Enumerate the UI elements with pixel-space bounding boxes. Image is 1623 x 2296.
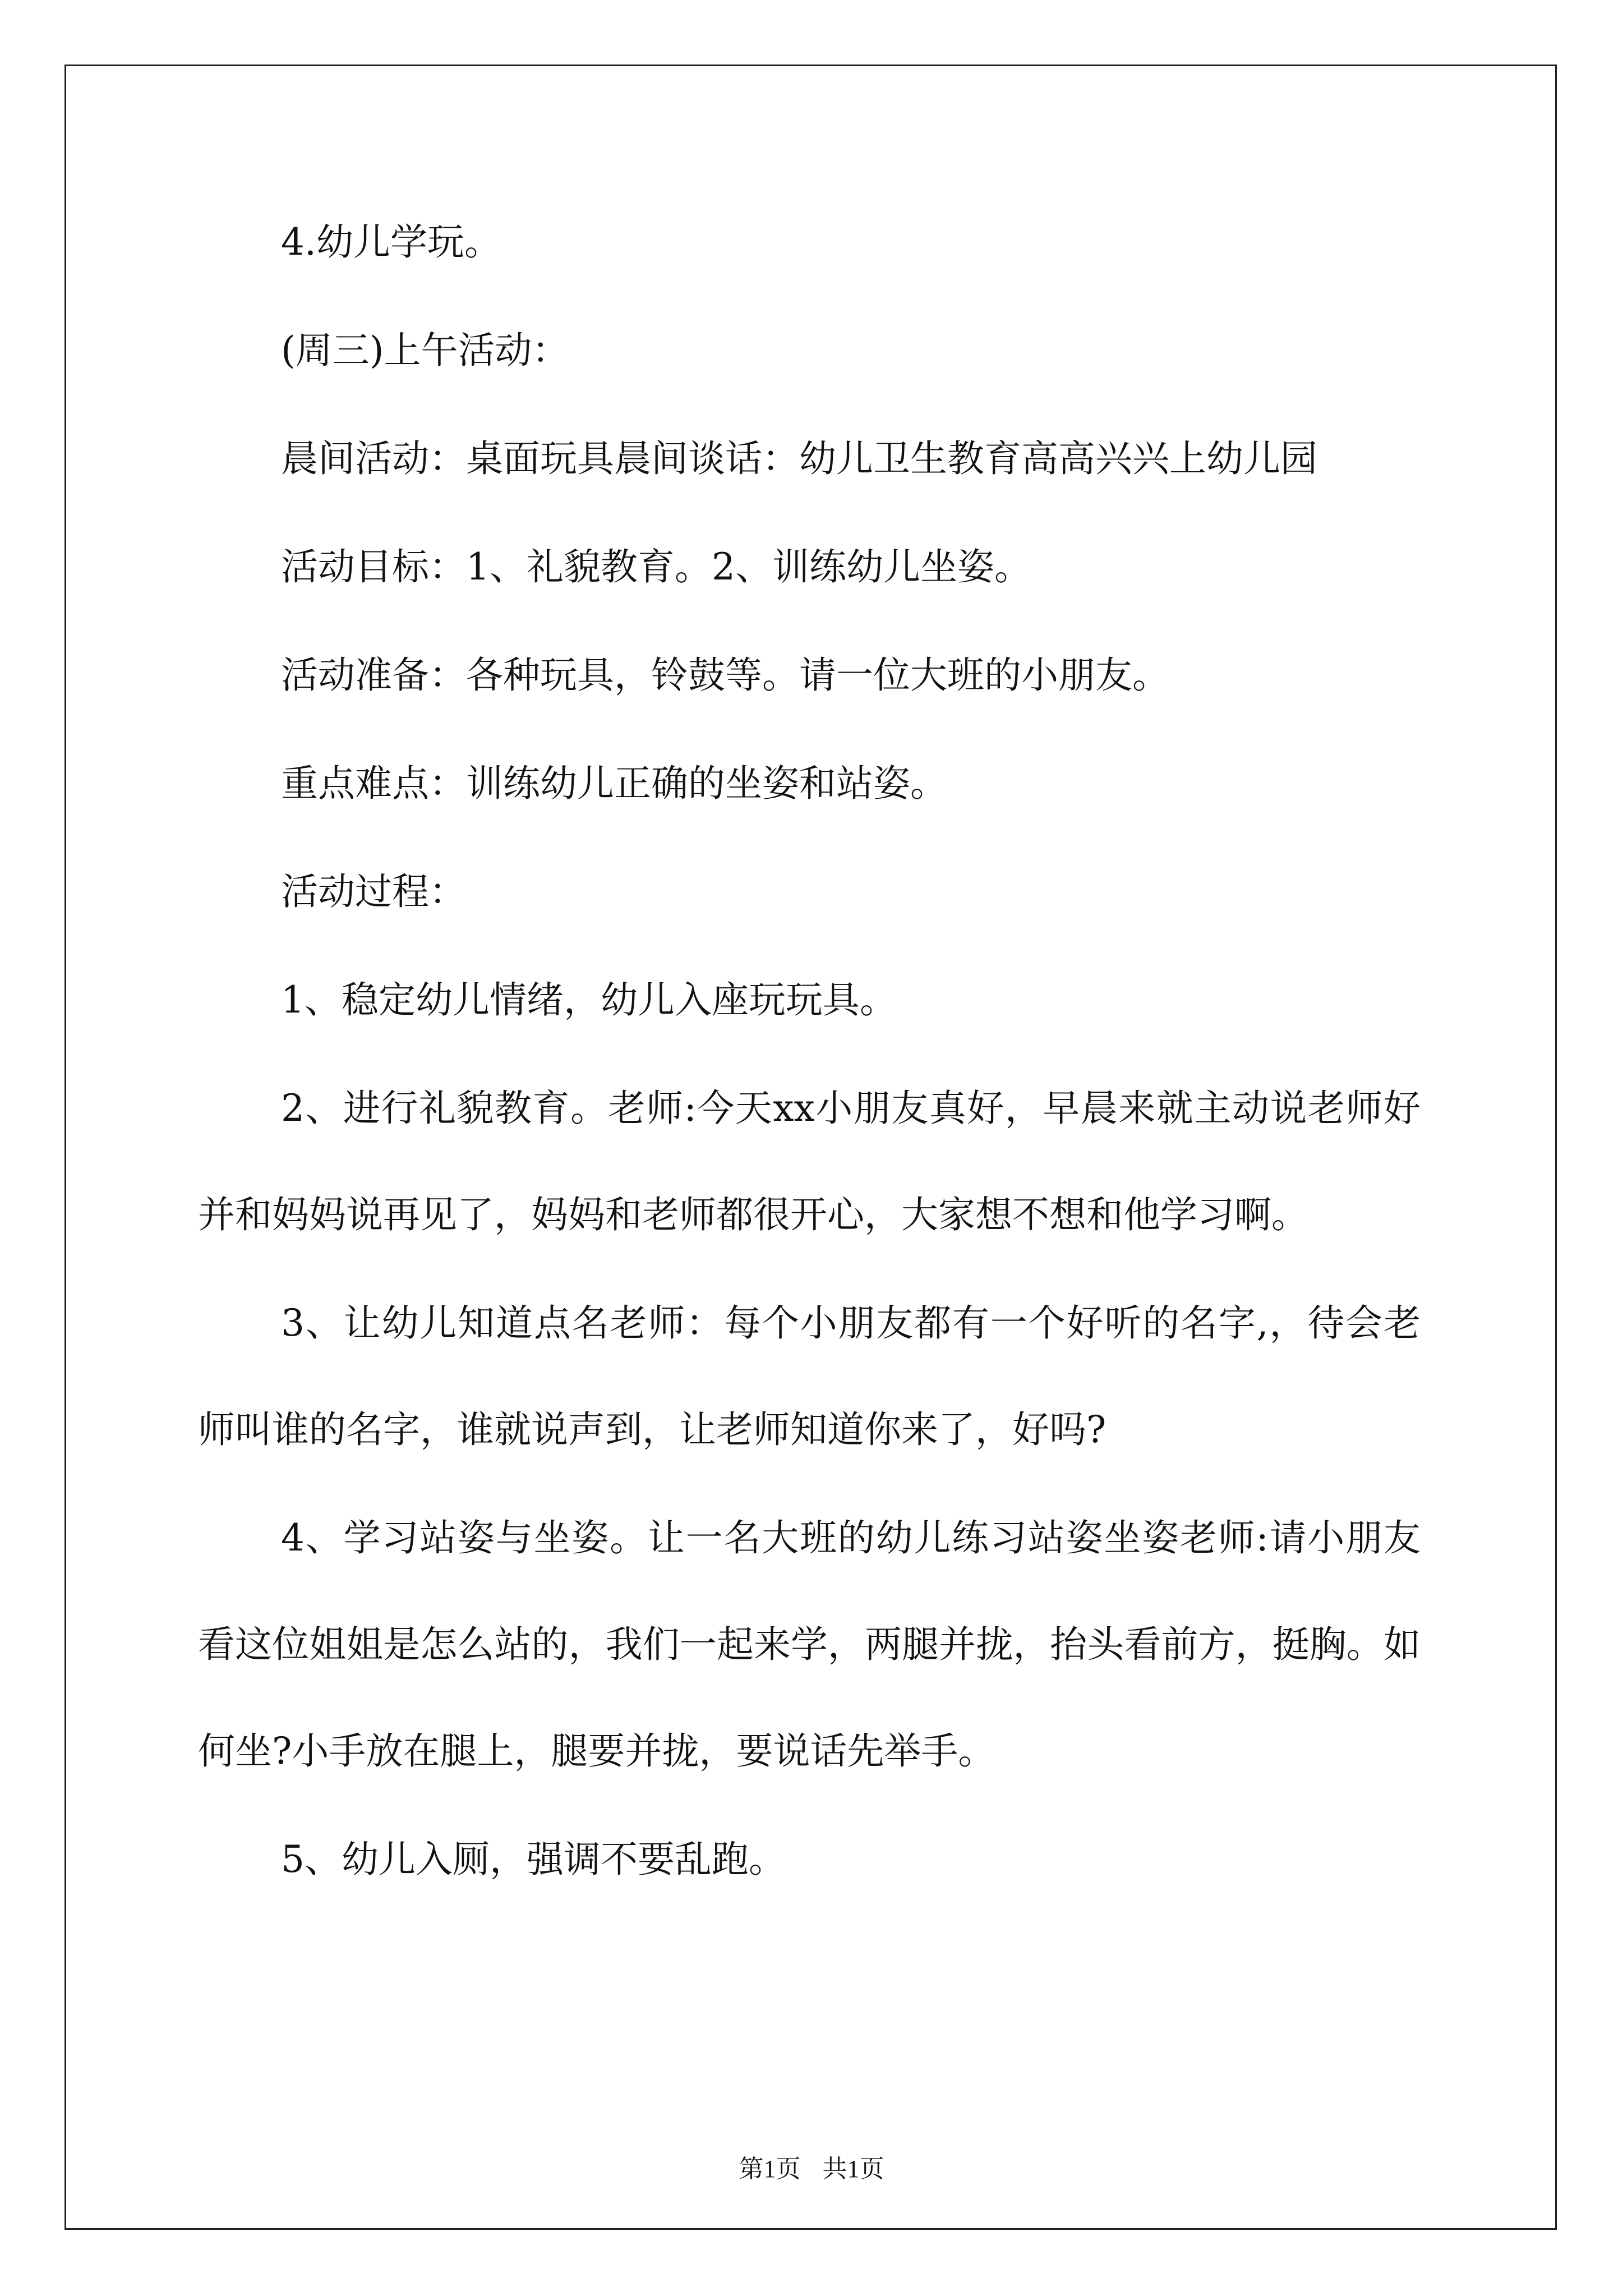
page-footer [0,2148,1623,2184]
paragraph-step-2: 2、进行礼貌教育。老师:今天xx小朋友真好，早晨来就主动说老师好并和妈妈说再见了，妈妈和老师都很开心，大家想不想和他学习啊。 [198,1087,1421,1236]
paragraph-activity-prep: 活动准备：各种玩具，铃鼓等。请一位大班的小朋友。 [281,654,1169,697]
paragraph-step-5: 5、幼儿入厕，强调不要乱跑。 [281,1838,786,1881]
paragraph-step-4: 4、学习站姿与坐姿。让一名大班的幼儿练习站姿坐姿老师:请小朋友看这位姐姐是怎么站的，我们一起来学，两腿并拢，抬头看前方，挺胸。如何坐?小手放在腿上，腿要并拢，要说话先举手。 [198,1516,1421,1773]
paragraph-step-3: 3、让幼儿知道点名老师：每个小朋友都有一个好听的名字,，待会老师叫谁的名字，谁就说声到，让老师知道你来了，好吗? [198,1301,1421,1451]
paragraph-activity-goal: 活动目标：1、礼貌教育。2、训练幼儿坐姿。 [281,545,1031,588]
paragraph-wednesday-morning: (周三)上午活动： [281,329,569,372]
paragraph-morning-activity: 晨间活动：桌面玩具晨间谈话：幼儿卫生教育高高兴兴上幼儿园 [281,437,1317,480]
paragraph-item-4: 4.幼儿学玩。 [281,220,501,264]
page-total: 共1页 [822,2155,884,2183]
paragraph-process-heading: 活动过程： [281,870,466,913]
paragraph-step-1: 1、稳定幼儿情绪，幼儿入座玩玩具。 [281,978,897,1022]
document-body [198,214,1421,1940]
paragraph-key-points: 重点难点：训练幼儿正确的坐姿和站姿。 [281,762,947,805]
page-number: 第1页 [739,2155,801,2183]
